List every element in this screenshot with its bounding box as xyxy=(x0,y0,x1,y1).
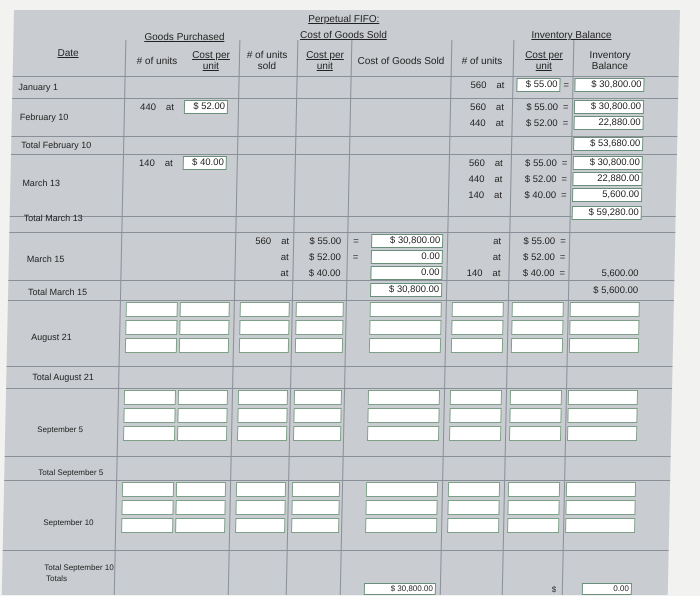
grid-line xyxy=(11,154,677,155)
empty-input-cell[interactable] xyxy=(565,500,635,515)
empty-input-cell[interactable] xyxy=(451,320,503,335)
empty-input-cell[interactable] xyxy=(509,408,561,423)
empty-input-cell[interactable] xyxy=(293,408,341,423)
empty-input-cell[interactable] xyxy=(368,390,440,405)
empty-input-cell[interactable] xyxy=(180,302,230,317)
cell-mar15-sold1-at: at xyxy=(281,236,290,247)
empty-input-cell[interactable] xyxy=(125,320,177,335)
cell-mar15-inv3-cost: $ 40.00 xyxy=(522,268,555,279)
row-label-total-sep10: Total September 10 xyxy=(44,563,114,572)
cell-totals-inventory[interactable]: 0.00 xyxy=(582,583,632,595)
empty-input-cell[interactable] xyxy=(507,500,559,515)
empty-input-cell[interactable] xyxy=(510,390,562,405)
cell-mar13-inv1-at: at xyxy=(494,158,503,169)
empty-input-cell[interactable] xyxy=(295,320,343,335)
cell-mar15-inv2-eq: = xyxy=(559,252,566,263)
empty-input-cell[interactable] xyxy=(179,320,229,335)
empty-input-cell[interactable] xyxy=(447,500,499,515)
empty-input-cell[interactable] xyxy=(565,518,635,533)
cell-feb10-inv2-eq: = xyxy=(562,118,569,129)
row-label-aug21: August 21 xyxy=(31,332,72,342)
cell-mar15-inv3-at: at xyxy=(492,268,501,279)
row-label-mar15: March 15 xyxy=(26,254,65,264)
cell-feb10-inv2-at: at xyxy=(495,118,504,129)
empty-input-cell[interactable] xyxy=(121,500,173,515)
empty-input-cell[interactable] xyxy=(237,426,287,441)
fifo-worksheet xyxy=(2,10,680,595)
empty-input-cell[interactable] xyxy=(511,338,563,353)
inventory-balance-col-header: Inventory Balance xyxy=(589,50,631,72)
empty-input-cell[interactable] xyxy=(567,426,637,441)
empty-input-cell[interactable] xyxy=(235,500,285,515)
empty-input-cell[interactable] xyxy=(240,302,290,317)
cell-mar13-inv2-eq: = xyxy=(561,174,568,185)
cell-mar15-cogs-total[interactable]: $ 30,800.00 xyxy=(370,283,442,297)
grid-line xyxy=(9,232,675,233)
grid-line xyxy=(5,456,671,457)
cost-per-unit-sold-header: Cost per unit xyxy=(306,50,345,72)
cell-mar15-inv2-cost: $ 52.00 xyxy=(522,252,555,263)
cell-mar15-sold1-cost: $ 55.00 xyxy=(309,236,342,247)
cell-mar13-inv2-cost: $ 52.00 xyxy=(524,174,557,185)
grid-line xyxy=(7,366,673,367)
empty-input-cell[interactable] xyxy=(367,408,439,423)
cell-mar13-inv2-balance[interactable]: 22,880.00 xyxy=(572,172,642,186)
empty-input-cell[interactable] xyxy=(291,518,339,533)
row-label-jan1: January 1 xyxy=(18,82,59,92)
grid-line xyxy=(13,76,679,77)
empty-input-cell[interactable] xyxy=(367,426,439,441)
units-header: # of units xyxy=(136,56,178,67)
cell-mar13-purchase-at: at xyxy=(164,158,173,169)
cell-mar15-inv1-cost: $ 55.00 xyxy=(523,236,556,247)
empty-input-cell[interactable] xyxy=(123,408,175,423)
empty-input-cell[interactable] xyxy=(126,302,178,317)
empty-input-cell[interactable] xyxy=(177,408,227,423)
empty-input-cell[interactable] xyxy=(292,482,340,497)
cell-jan1-units: 560 xyxy=(470,80,487,91)
cell-mar15-sold2-eq: = xyxy=(352,252,359,263)
cell-mar15-inv1-at: at xyxy=(493,236,502,247)
cell-mar15-sold3-cost: $ 40.00 xyxy=(308,268,341,279)
empty-input-cell[interactable] xyxy=(451,338,503,353)
empty-input-cell[interactable] xyxy=(237,408,287,423)
empty-input-cell[interactable] xyxy=(295,338,343,353)
empty-input-cell[interactable] xyxy=(175,518,225,533)
cell-mar15-sold1-eq: = xyxy=(353,236,359,247)
empty-input-cell[interactable] xyxy=(569,320,639,335)
cell-feb10-inv1-eq: = xyxy=(562,102,569,113)
row-label-feb10: February 10 xyxy=(19,112,69,122)
cogs-section-header: Cost of Goods Sold xyxy=(299,30,387,41)
empty-input-cell[interactable] xyxy=(175,500,225,515)
cell-feb10-total[interactable]: $ 53,680.00 xyxy=(573,137,643,151)
cell-feb10-inv1-balance[interactable]: $ 30,800.00 xyxy=(574,100,644,114)
cost-per-unit-header: Cost per unit xyxy=(192,50,231,72)
empty-input-cell[interactable] xyxy=(509,426,561,441)
empty-input-cell[interactable] xyxy=(512,302,564,317)
grid-line xyxy=(6,388,672,389)
cell-mar13-inv1-units: 560 xyxy=(468,158,485,169)
cell-mar15-inv1-eq: = xyxy=(560,236,566,247)
cell-feb10-inv1-at: at xyxy=(495,102,505,113)
cell-mar13-inv3-units: 140 xyxy=(468,190,485,201)
empty-input-cell[interactable] xyxy=(447,518,499,533)
cell-jan1-cost[interactable]: $ 55.00 xyxy=(516,78,560,92)
grid-line xyxy=(12,98,678,99)
grid-line xyxy=(340,40,353,595)
empty-input-cell[interactable] xyxy=(569,338,639,353)
cell-feb10-inv1-cost: $ 55.00 xyxy=(526,102,559,113)
empty-input-cell[interactable] xyxy=(178,390,228,405)
cell-mar13-purchase-cost[interactable]: $ 40.00 xyxy=(183,156,227,170)
cell-mar13-inv3-at: at xyxy=(493,190,503,201)
cell-feb10-purchase-units: 440 xyxy=(139,102,157,113)
empty-input-cell[interactable] xyxy=(177,426,227,441)
cell-mar13-inv3-cost: $ 40.00 xyxy=(524,190,557,201)
cell-mar13-total[interactable]: $ 59,280.00 xyxy=(572,206,642,220)
empty-input-cell[interactable] xyxy=(239,338,289,353)
row-label-sep10: September 10 xyxy=(43,518,94,527)
inv-cost-per-unit-header: Cost per unit xyxy=(525,50,564,72)
cell-jan1-balance[interactable]: $ 30,800.00 xyxy=(574,78,644,92)
cell-mar13-inv3-balance[interactable]: 5,600.00 xyxy=(572,188,642,202)
grid-line xyxy=(8,300,674,301)
cell-mar15-inv2-at: at xyxy=(492,252,501,263)
cell-jan1-eq: = xyxy=(563,80,570,91)
empty-input-cell[interactable] xyxy=(370,302,442,317)
empty-input-cell[interactable] xyxy=(296,302,344,317)
empty-input-cell[interactable] xyxy=(449,426,501,441)
cell-mar15-inv3-balance: 5,600.00 xyxy=(601,268,639,279)
grid-line xyxy=(3,550,669,551)
cell-mar15-inv3-eq: = xyxy=(559,268,566,279)
empty-input-cell[interactable] xyxy=(452,302,504,317)
cell-feb10-purchase-at: at xyxy=(165,102,175,113)
cell-totals-cogs[interactable]: $ 30,800.00 xyxy=(364,583,436,595)
cell-mar13-inv2-units: 440 xyxy=(468,174,485,185)
row-label-total-mar13: Total March 13 xyxy=(23,213,83,223)
cell-feb10-purchase-cost[interactable]: $ 52.00 xyxy=(184,100,228,114)
empty-input-cell[interactable] xyxy=(123,426,175,441)
cogs-header: Cost of Goods Sold xyxy=(357,56,445,67)
empty-input-cell[interactable] xyxy=(239,320,289,335)
cell-feb10-inv2-cost: $ 52.00 xyxy=(525,118,558,129)
empty-input-cell[interactable] xyxy=(236,482,286,497)
cell-feb10-inv1-units: 560 xyxy=(469,102,487,113)
cell-mar15-sold3-at: at xyxy=(280,268,289,279)
inventory-balance-header: Inventory Balance xyxy=(531,30,612,41)
cell-mar15-sold1-cogs[interactable]: $ 30,800.00 xyxy=(371,234,443,248)
empty-input-cell[interactable] xyxy=(235,518,285,533)
row-label-total-aug21: Total August 21 xyxy=(32,372,94,382)
empty-input-cell[interactable] xyxy=(121,518,173,533)
empty-input-cell[interactable] xyxy=(507,518,559,533)
cell-mar13-inv1-eq: = xyxy=(561,158,568,169)
grid-line xyxy=(4,480,670,481)
cell-mar15-total: $ 5,600.00 xyxy=(593,285,639,296)
row-label-total-feb10: Total February 10 xyxy=(21,140,92,150)
cell-feb10-inv2-balance[interactable]: 22,880.00 xyxy=(573,116,643,130)
empty-input-cell[interactable] xyxy=(568,390,638,405)
empty-input-cell[interactable] xyxy=(366,482,438,497)
cell-mar15-sold3-cogs[interactable]: 0.00 xyxy=(370,266,442,280)
units-sold-header: # of units sold xyxy=(246,50,288,72)
empty-input-cell[interactable] xyxy=(238,390,288,405)
cell-mar13-inv2-at: at xyxy=(494,174,503,185)
cell-mar13-inv1-cost: $ 55.00 xyxy=(524,158,557,169)
empty-input-cell[interactable] xyxy=(294,390,342,405)
empty-input-cell[interactable] xyxy=(125,338,177,353)
empty-input-cell[interactable] xyxy=(365,518,437,533)
empty-input-cell[interactable] xyxy=(508,482,560,497)
cell-mar15-sold2-at: at xyxy=(280,252,289,263)
row-label-mar13: March 13 xyxy=(22,178,61,188)
empty-input-cell[interactable] xyxy=(124,390,176,405)
empty-input-cell[interactable] xyxy=(369,338,441,353)
empty-input-cell[interactable] xyxy=(449,408,501,423)
cell-mar15-sold2-cogs[interactable]: 0.00 xyxy=(371,250,443,264)
row-label-totals: Totals xyxy=(45,574,68,583)
cell-mar15-sold2-cost: $ 52.00 xyxy=(308,252,341,263)
empty-input-cell[interactable] xyxy=(365,500,437,515)
cell-jan1-at: at xyxy=(496,80,505,91)
empty-input-cell[interactable] xyxy=(179,338,229,353)
cell-mar15-sold1-units: 560 xyxy=(255,236,272,247)
inv-units-header: # of units xyxy=(461,56,503,67)
goods-purchased-header: Goods Purchased xyxy=(144,32,225,43)
row-label-total-sep5: Total September 5 xyxy=(38,468,104,477)
row-label-total-mar15: Total March 15 xyxy=(27,287,88,297)
date-header: Date xyxy=(57,48,79,59)
empty-input-cell[interactable] xyxy=(369,320,441,335)
row-label-sep5: September 5 xyxy=(37,425,84,434)
empty-input-cell[interactable] xyxy=(176,482,226,497)
empty-input-cell[interactable] xyxy=(511,320,563,335)
cell-mar13-inv1-balance[interactable]: $ 30,800.00 xyxy=(573,156,643,170)
empty-input-cell[interactable] xyxy=(448,482,500,497)
empty-input-cell[interactable] xyxy=(291,500,339,515)
cell-totals-dollar: $ xyxy=(551,585,557,594)
grid-line xyxy=(8,280,674,281)
empty-input-cell[interactable] xyxy=(293,426,341,441)
cell-mar13-purchase-units: 140 xyxy=(138,158,155,169)
empty-input-cell[interactable] xyxy=(450,390,502,405)
empty-input-cell[interactable] xyxy=(567,408,637,423)
empty-input-cell[interactable] xyxy=(566,482,636,497)
cell-feb10-inv2-units: 440 xyxy=(469,118,486,129)
title: Perpetual FIFO: xyxy=(308,14,380,25)
cell-mar13-inv3-eq: = xyxy=(560,190,567,201)
empty-input-cell[interactable] xyxy=(122,482,174,497)
cell-mar15-inv3-units: 140 xyxy=(466,268,483,279)
empty-input-cell[interactable] xyxy=(570,302,640,317)
